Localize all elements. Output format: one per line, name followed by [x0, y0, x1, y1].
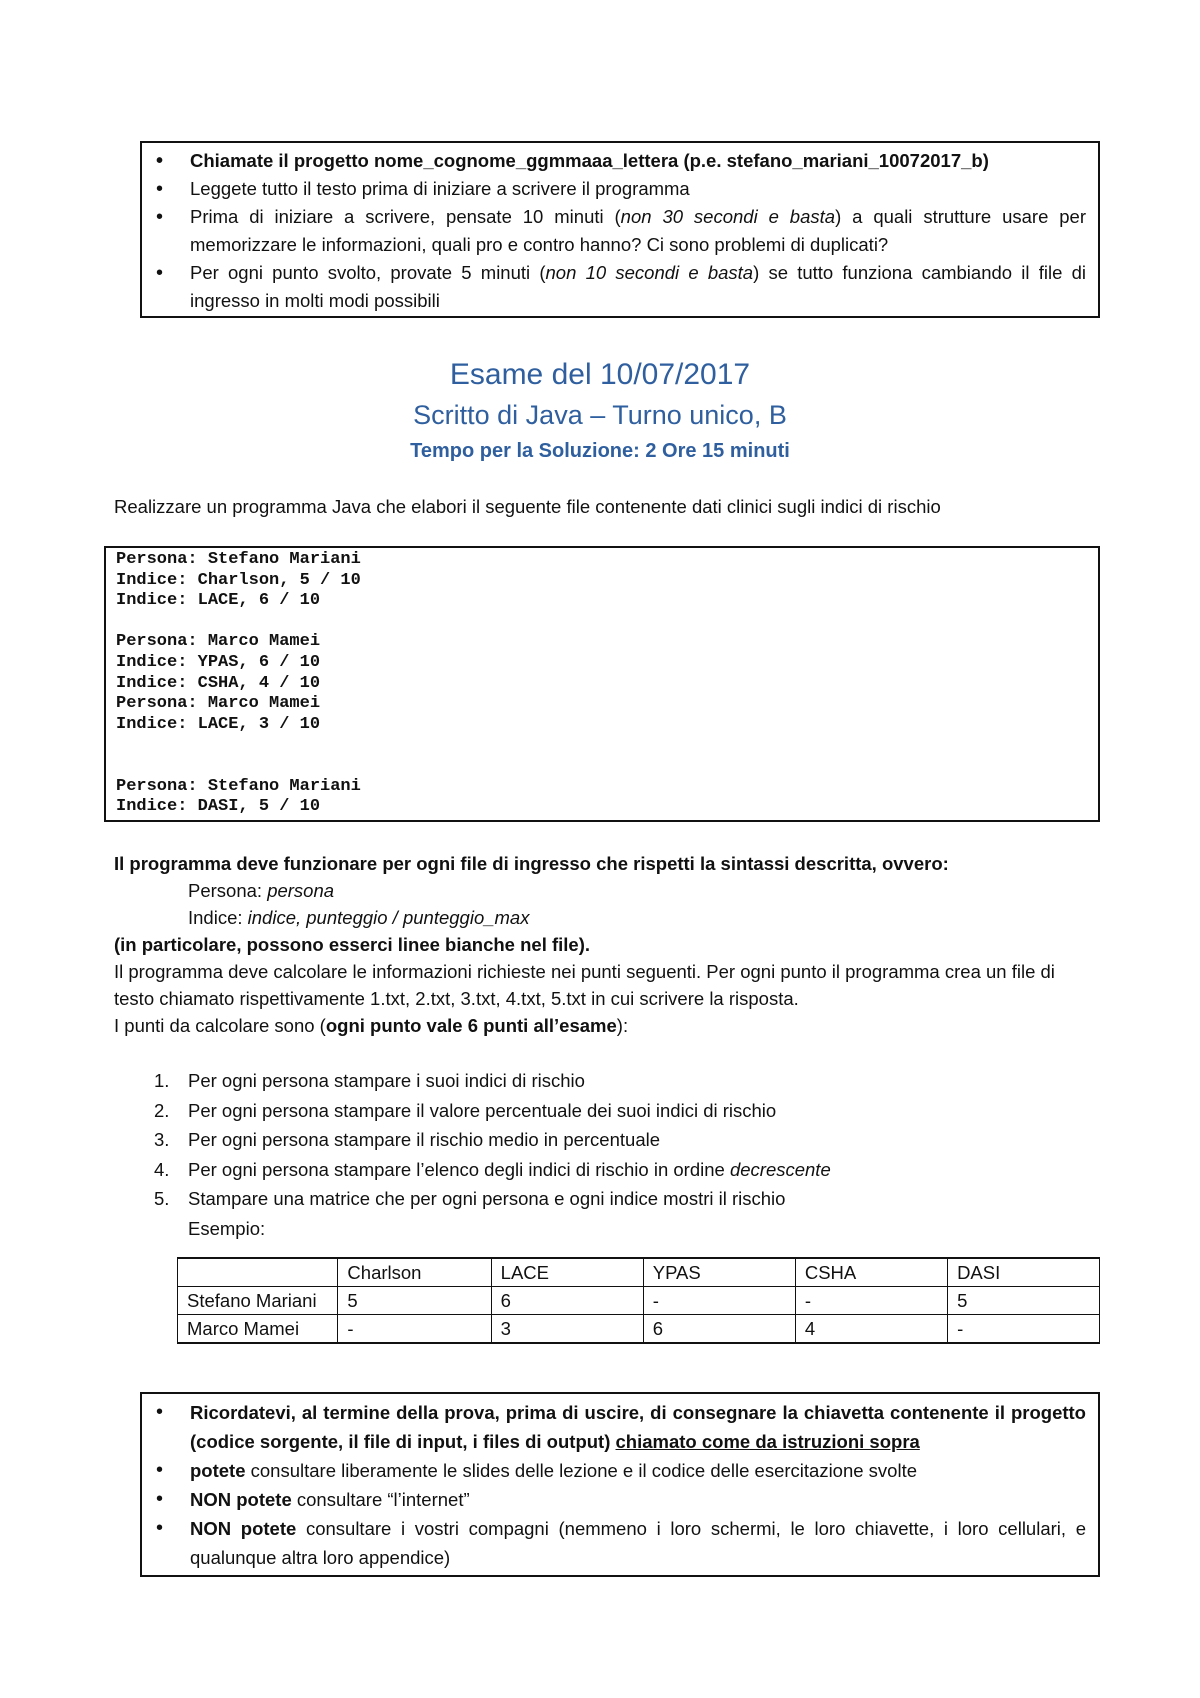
table-header-cell: DASI: [948, 1258, 1100, 1287]
table-header-cell: YPAS: [643, 1258, 795, 1287]
task-text: Per ogni persona stampare i suoi indici di rischio: [188, 1070, 585, 1091]
table-cell: Stefano Mariani: [178, 1287, 338, 1315]
task-text: Per ogni persona stampare il valore percentuale dei suoi indici di rischio: [188, 1099, 777, 1121]
points-value: ogni punto vale 6 punti all’esame: [325, 1015, 617, 1036]
table-cell: Marco Mamei: [178, 1315, 338, 1344]
instruction-item: [190, 175, 1086, 203]
code-line: [116, 612, 1088, 633]
task-text: Stampare una matrice che per ogni persona e ogni indice mostri il rischio: [188, 1188, 786, 1209]
code-line: Indice: LACE, 3 / 10: [116, 714, 321, 734]
points-description: [114, 1012, 1100, 1039]
table-cell: 6: [491, 1287, 643, 1315]
table-header-row: [178, 1258, 1100, 1287]
code-line: Indice: Charlson, 5 / 10: [116, 570, 361, 590]
reminder-item: [190, 1514, 1086, 1572]
instruction-text: Chiamate il progetto nome_cognome_ggmmaaa_lettera (p.e. stefano_mariani_10072017_b): [190, 150, 989, 171]
instructions-box: [140, 141, 1100, 318]
task-number: 1.: [154, 1070, 170, 1091]
task-item: [114, 1066, 1100, 1096]
example-label: Esempio:: [188, 1217, 266, 1239]
code-line: [116, 735, 1088, 756]
table-cell: 6: [643, 1315, 795, 1344]
table-cell: 4: [795, 1315, 947, 1344]
reminder-item: [190, 1456, 1086, 1485]
table-row: [178, 1287, 1100, 1315]
code-line: Persona: Stefano Mariani: [116, 550, 361, 569]
task-item: [114, 1155, 1100, 1185]
instruction-emphasis: non 30 secondi e basta: [620, 206, 836, 227]
syntax-heading: Il programma deve funzionare per ogni file di ingresso che rispetti la sintassi descritta, ovvero:: [114, 853, 949, 874]
table-header-cell: Charlson: [338, 1258, 491, 1287]
reminder-bold: NON potete: [190, 1489, 292, 1510]
instructions-list: [142, 143, 1098, 319]
syntax-value: persona: [267, 880, 335, 901]
reminders-box: [140, 1392, 1100, 1577]
task-list: [114, 1066, 1100, 1243]
task-text: Per ogni persona stampare il rischio medio in percentuale: [188, 1129, 661, 1150]
reminder-text: consultare liberamente le slides delle lezione e il codice delle esercitazione svolte: [245, 1460, 918, 1481]
exam-title: Esame del 10/07/2017: [449, 358, 751, 391]
points-text: I punti da calcolare sono (: [114, 1015, 326, 1036]
example-label-item: [114, 1214, 1100, 1244]
code-line: Indice: LACE, 6 / 10: [116, 591, 321, 611]
syntax-label: Indice:: [188, 907, 248, 928]
table-row: [178, 1315, 1100, 1344]
reminder-item: [190, 1485, 1086, 1514]
reminder-bold: Ricordatevi, al termine della prova, prima di uscire, di consegnare la chiavetta contenente il progetto (codice sorgente, il file di input, i files di output): [190, 1402, 1086, 1452]
input-file-example: [104, 546, 1100, 822]
table-cell: -: [338, 1315, 491, 1344]
example-matrix-table: [177, 1257, 1100, 1344]
table-header-cell: CSHA: [795, 1258, 947, 1287]
table-cell: -: [643, 1287, 795, 1315]
code-line: Persona: Marco Mamei: [116, 632, 321, 652]
table-header-cell: [178, 1258, 338, 1287]
syntax-label: Persona:: [188, 880, 268, 901]
table-cell: -: [948, 1315, 1100, 1344]
syntax-section: [114, 850, 1100, 1039]
task-item: [114, 1184, 1100, 1214]
task-text: Per ogni persona stampare l’elenco degli indici di rischio in ordine: [188, 1158, 730, 1180]
blank-lines-note: (in particolare, possono esserci linee bianche nel file).: [114, 934, 591, 955]
code-line: Persona: Marco Mamei: [116, 694, 321, 714]
syntax-indice-line: [114, 904, 1100, 931]
table-cell: -: [795, 1287, 947, 1315]
instruction-item: [190, 203, 1086, 259]
task-number: 3.: [154, 1129, 170, 1150]
code-line: Persona: Stefano Mariani: [116, 776, 361, 796]
reminder-text: consultare “l’internet”: [291, 1489, 470, 1510]
task-number: 5.: [154, 1188, 170, 1209]
code-line: Indice: DASI, 5 / 10: [116, 797, 321, 817]
table-header-cell: LACE: [491, 1258, 643, 1287]
task-item: [114, 1096, 1100, 1126]
instruction-text: Prima di iniziare a scrivere, pensate 10 minuti (: [190, 206, 621, 227]
table-cell: 3: [491, 1315, 643, 1344]
points-text: ):: [616, 1015, 629, 1036]
reminder-bold: potete: [190, 1460, 246, 1481]
instruction-emphasis: non 10 secondi e basta: [545, 262, 754, 283]
reminder-text: consultare i vostri compagni (nemmeno i loro schermi, le loro chiavette, i loro cellulari, e qualunque altra loro appendice): [190, 1518, 1086, 1568]
syntax-persona-line: [114, 877, 1100, 904]
instruction-text: ) a quali strutture usare per memorizzare le informazioni, quali pro e contro hanno? Ci sono problemi di duplicati?: [190, 206, 1086, 255]
reminder-item: [190, 1398, 1086, 1456]
intro-paragraph: Realizzare un programma Java che elabori il seguente file contenente dati clinici sugli indici di rischio: [114, 496, 941, 517]
task-number: 4.: [154, 1158, 170, 1180]
instruction-item: [190, 259, 1086, 315]
reminder-bold: NON potete: [190, 1518, 297, 1539]
table-cell: 5: [948, 1287, 1100, 1315]
instruction-text: Leggete tutto il testo prima di iniziare a scrivere il programma: [190, 178, 690, 199]
instruction-text: ) se tutto funziona cambiando il file di ingresso in molti modi possibili: [190, 262, 1086, 311]
code-line: Indice: YPAS, 6 / 10: [116, 652, 321, 672]
syntax-value: indice, punteggio / punteggio_max: [247, 907, 530, 928]
task-emphasis: decrescente: [729, 1158, 831, 1180]
instruction-text: Per ogni punto svolto, provate 5 minuti (: [190, 262, 546, 283]
table-cell: 5: [338, 1287, 491, 1315]
instruction-item: [190, 147, 1086, 175]
exam-subtitle: Scritto di Java – Turno unico, B: [413, 400, 787, 430]
code-line: [116, 756, 1088, 777]
reminders-list: [142, 1394, 1098, 1576]
reminder-underline: chiamato come da istruzioni sopra: [615, 1431, 920, 1452]
exam-time: Tempo per la Soluzione: 2 Ore 15 minuti: [410, 440, 790, 462]
task-number: 2.: [154, 1099, 170, 1121]
task-item: [114, 1125, 1100, 1155]
code-line: Indice: CSHA, 4 / 10: [116, 673, 321, 693]
output-description: Il programma deve calcolare le informazioni richieste nei punti seguenti. Per ogni punto il programma crea un file di testo chiamato rispettivamente 1.txt, 2.txt, 3.txt, 4.txt, 5.txt in cui scrivere la risposta.: [114, 961, 1055, 1009]
